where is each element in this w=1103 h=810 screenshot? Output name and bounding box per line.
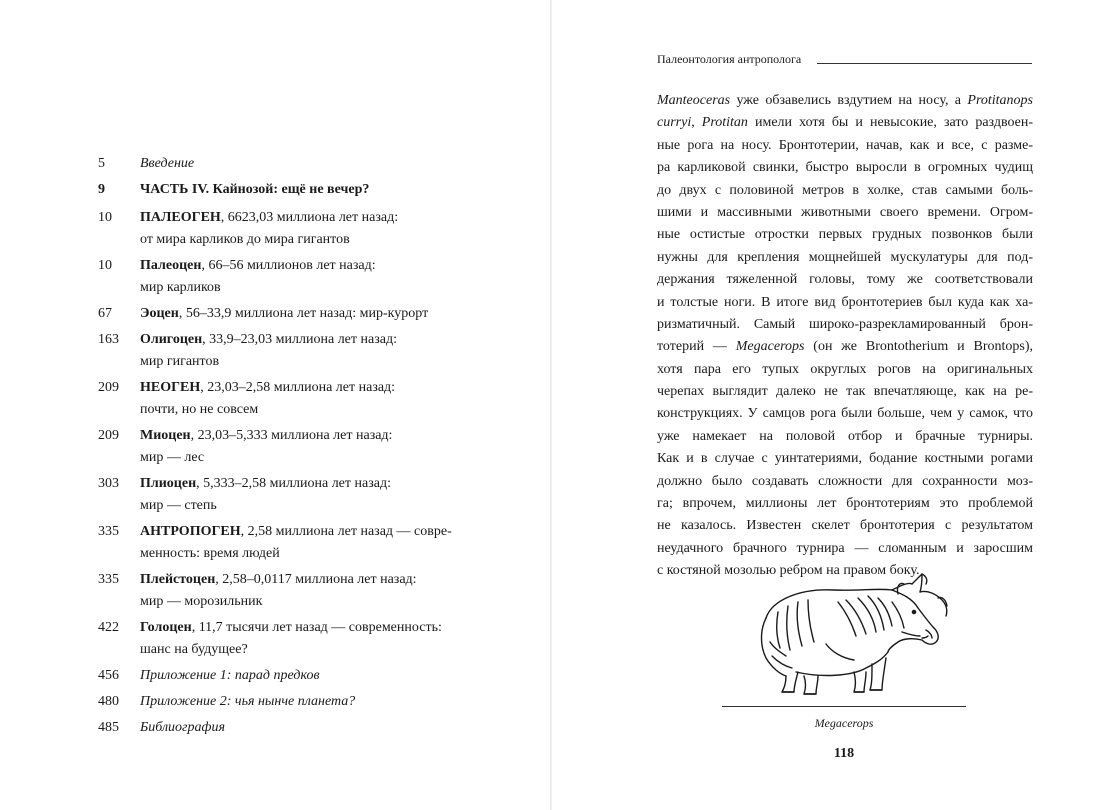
toc-title-line [140, 255, 498, 277]
toc-page-number: 209 [98, 380, 119, 395]
toc-subtitle: мир — морозильник [140, 594, 263, 609]
figure-caption: Megacerops [814, 716, 874, 730]
toc-title-line [140, 691, 498, 713]
toc-description: , 11,7 тысячи лет назад — современность: [191, 620, 442, 635]
toc-subtitle: мир карликов [140, 280, 221, 295]
body-line [657, 448, 1033, 470]
body-line [657, 359, 1033, 381]
body-line [657, 314, 1033, 336]
toc-description: , 23,03–2,58 миллиона лет назад: [200, 380, 396, 395]
text-run: до двух с половиной метров в холке, став самыми боль- [657, 182, 1033, 198]
toc-title: Приложение 2: чья нынче планета? [140, 694, 356, 709]
toc-title: Олигоцен [140, 332, 203, 347]
toc-title-line [140, 521, 498, 543]
toc-entry [98, 153, 498, 175]
toc-description: , 56–33,9 миллиона лет назад: мир-курорт [178, 306, 429, 321]
body-line [657, 515, 1033, 537]
toc-page-number: 335 [98, 572, 119, 587]
toc-page-number: 9 [98, 182, 105, 197]
toc-page-number: 456 [98, 668, 119, 683]
toc-entry [98, 329, 498, 373]
text-run: ные остистые отростки первых грудных позвонков были [657, 227, 1033, 243]
toc-description: , 66–56 миллионов лет назад: [201, 258, 376, 273]
running-head-rule [817, 63, 1032, 64]
text-run: га; впрочем, миллионы лет бронтотериям это проблемой [657, 496, 1033, 512]
toc-subtitle: от мира карликов до мира гигантов [140, 232, 350, 247]
body-text [657, 90, 1033, 583]
body-line [657, 403, 1033, 425]
italic-term: Protitanops [967, 93, 1033, 108]
toc-entry [98, 473, 498, 517]
toc-entry [98, 207, 498, 251]
text-run: нужны для крепления мощнейшей мускулатуры для под- [657, 249, 1033, 265]
toc-title: Плейстоцен [140, 572, 216, 587]
text-run: уже намекает на половой отбор и брачные турниры. [657, 428, 1033, 444]
text-run: ризматичный. Самый широко-разрекламированный брон- [657, 316, 1033, 332]
toc-subtitle: мир — лес [140, 450, 205, 465]
toc-title-line [140, 303, 498, 325]
body-line [657, 90, 1033, 112]
toc-entry [98, 617, 498, 661]
text-run: ные рога на носу. Бронтотерии, начав, как и все, с разме- [657, 137, 1033, 153]
megacerops-illustration [742, 572, 952, 700]
toc-description: , 33,9–23,03 миллиона лет назад: [202, 332, 397, 347]
toc-title-line [140, 329, 498, 351]
toc-description: , 2,58 миллиона лет назад — совре- [240, 524, 452, 539]
text-run: тотерий — [657, 339, 736, 355]
text-run: черепах выглядит далеко не так впечатляюще, как на ре- [657, 384, 1033, 400]
toc-description: , 2,58–0,0117 миллиона лет назад: [215, 572, 417, 587]
body-line [657, 269, 1033, 291]
toc-page-number: 209 [98, 428, 119, 443]
text-run: ра карликовой свинки, быстро выросли в огромных чудищ [657, 160, 1033, 176]
body-line [657, 247, 1033, 269]
toc-subtitle: мир — степь [140, 498, 217, 513]
toc-title-line [140, 665, 498, 687]
toc-title: ЧАСТЬ IV. Кайнозой: ещё не вечер? [140, 182, 370, 197]
toc-entry [98, 569, 498, 613]
body-line [657, 381, 1033, 403]
italic-term: Protitan [701, 115, 748, 131]
toc-title-line [140, 425, 498, 447]
body-line [657, 493, 1033, 515]
toc-title-line [140, 617, 498, 639]
body-line [657, 224, 1033, 246]
toc-title-line [140, 473, 498, 495]
rhino-drawing [742, 572, 952, 700]
page-number: 118 [833, 746, 855, 761]
toc-page-number: 10 [98, 210, 112, 225]
body-line [657, 538, 1033, 560]
toc-title: Приложение 1: парад предков [140, 668, 320, 683]
toc-title: Миоцен [140, 428, 191, 443]
left-page [0, 0, 551, 810]
toc-entry [98, 691, 498, 713]
text-run: шими и массивными животными своего времени. Огром- [657, 204, 1033, 220]
toc-page-number: 335 [98, 524, 119, 539]
toc-title-line [140, 569, 498, 591]
italic-term: Manteoceras [657, 93, 731, 108]
table-of-contents [98, 153, 498, 743]
italic-term: curryi [657, 115, 692, 131]
toc-entry [98, 303, 498, 325]
text-run: неудачного брачного турнира — сломанным и заросшим [657, 540, 1033, 556]
toc-title: Эоцен [140, 306, 179, 321]
toc-entry [98, 717, 498, 739]
italic-term: Megacerops [735, 339, 805, 355]
toc-page-number: 10 [98, 258, 112, 273]
toc-subtitle: шанс на будущее? [140, 642, 248, 657]
body-line [657, 426, 1033, 448]
right-page [552, 0, 1103, 810]
text-run: не казалось. Известен скелет бронтотерия с результатом [657, 518, 1033, 534]
body-line [657, 135, 1033, 157]
toc-page-number: 67 [98, 306, 112, 321]
body-line [657, 336, 1033, 358]
toc-entry [98, 425, 498, 469]
toc-title: Библиография [140, 720, 225, 735]
figure-rule [722, 706, 966, 707]
toc-entry [98, 179, 498, 201]
toc-entry [98, 377, 498, 421]
toc-page-number: 303 [98, 476, 119, 491]
toc-title-line [140, 377, 498, 399]
toc-page-number: 480 [98, 694, 119, 709]
toc-page-number: 163 [98, 332, 119, 347]
toc-title: Плиоцен [140, 476, 197, 491]
body-line [657, 180, 1033, 202]
toc-title: НЕОГЕН [140, 380, 201, 395]
toc-page-number: 422 [98, 620, 119, 635]
toc-title-line [140, 179, 498, 201]
toc-subtitle: менность: время людей [140, 546, 280, 561]
toc-title: Голоцен [140, 620, 192, 635]
text-run: и толстые ноги. В итоге вид бронтотериев был куда как ха- [657, 294, 1033, 310]
text-run: Как и в случае с уинтатериями, бодание костными рогами [657, 451, 1033, 467]
toc-description: , 5,333–2,58 миллиона лет назад: [196, 476, 391, 491]
toc-subtitle: почти, но не совсем [140, 402, 259, 417]
running-head: Палеонтология антрополога [657, 52, 802, 66]
text-run: , [691, 115, 702, 131]
text-run: хотя пара его тупых округлых рогов на оригинальных [657, 361, 1033, 377]
toc-title-line [140, 207, 498, 229]
toc-title: АНТРОПОГЕН [140, 524, 241, 539]
toc-page-number: 485 [98, 720, 119, 735]
toc-entry [98, 665, 498, 687]
toc-subtitle: мир гигантов [140, 354, 220, 369]
text-run: (он же Brontotherium и Brontops), [804, 339, 1033, 355]
toc-title: Введение [140, 156, 195, 171]
toc-title-line [140, 153, 498, 175]
text-run: держания тяжеленной головы, тому же соответствовали [657, 272, 1033, 288]
toc-description: , 6623,03 миллиона лет назад: [220, 210, 399, 225]
toc-entry [98, 521, 498, 565]
text-run: уже обзавелись вздутием на носу, а [730, 93, 968, 108]
text-run: конструкциях. У самцов рога были больше, чем у самок, что [657, 406, 1033, 422]
toc-page-number: 5 [98, 156, 105, 171]
body-line [657, 202, 1033, 224]
text-run: должно было создавать сложности для сохранности моз- [657, 473, 1033, 489]
toc-title: Палеоцен [140, 258, 202, 273]
text-run: имели хотя бы и невысокие, зато раздвоен- [747, 115, 1033, 131]
body-line [657, 471, 1033, 493]
body-line [657, 157, 1033, 179]
toc-title: ПАЛЕОГЕН [140, 210, 221, 225]
body-line [657, 112, 1033, 134]
body-line [657, 292, 1033, 314]
toc-entry [98, 255, 498, 299]
toc-description: , 23,03–5,333 миллиона лет назад: [190, 428, 393, 443]
text-run: с костяной мозолью ребром на правом боку. [657, 563, 920, 579]
toc-title-line [140, 717, 498, 739]
